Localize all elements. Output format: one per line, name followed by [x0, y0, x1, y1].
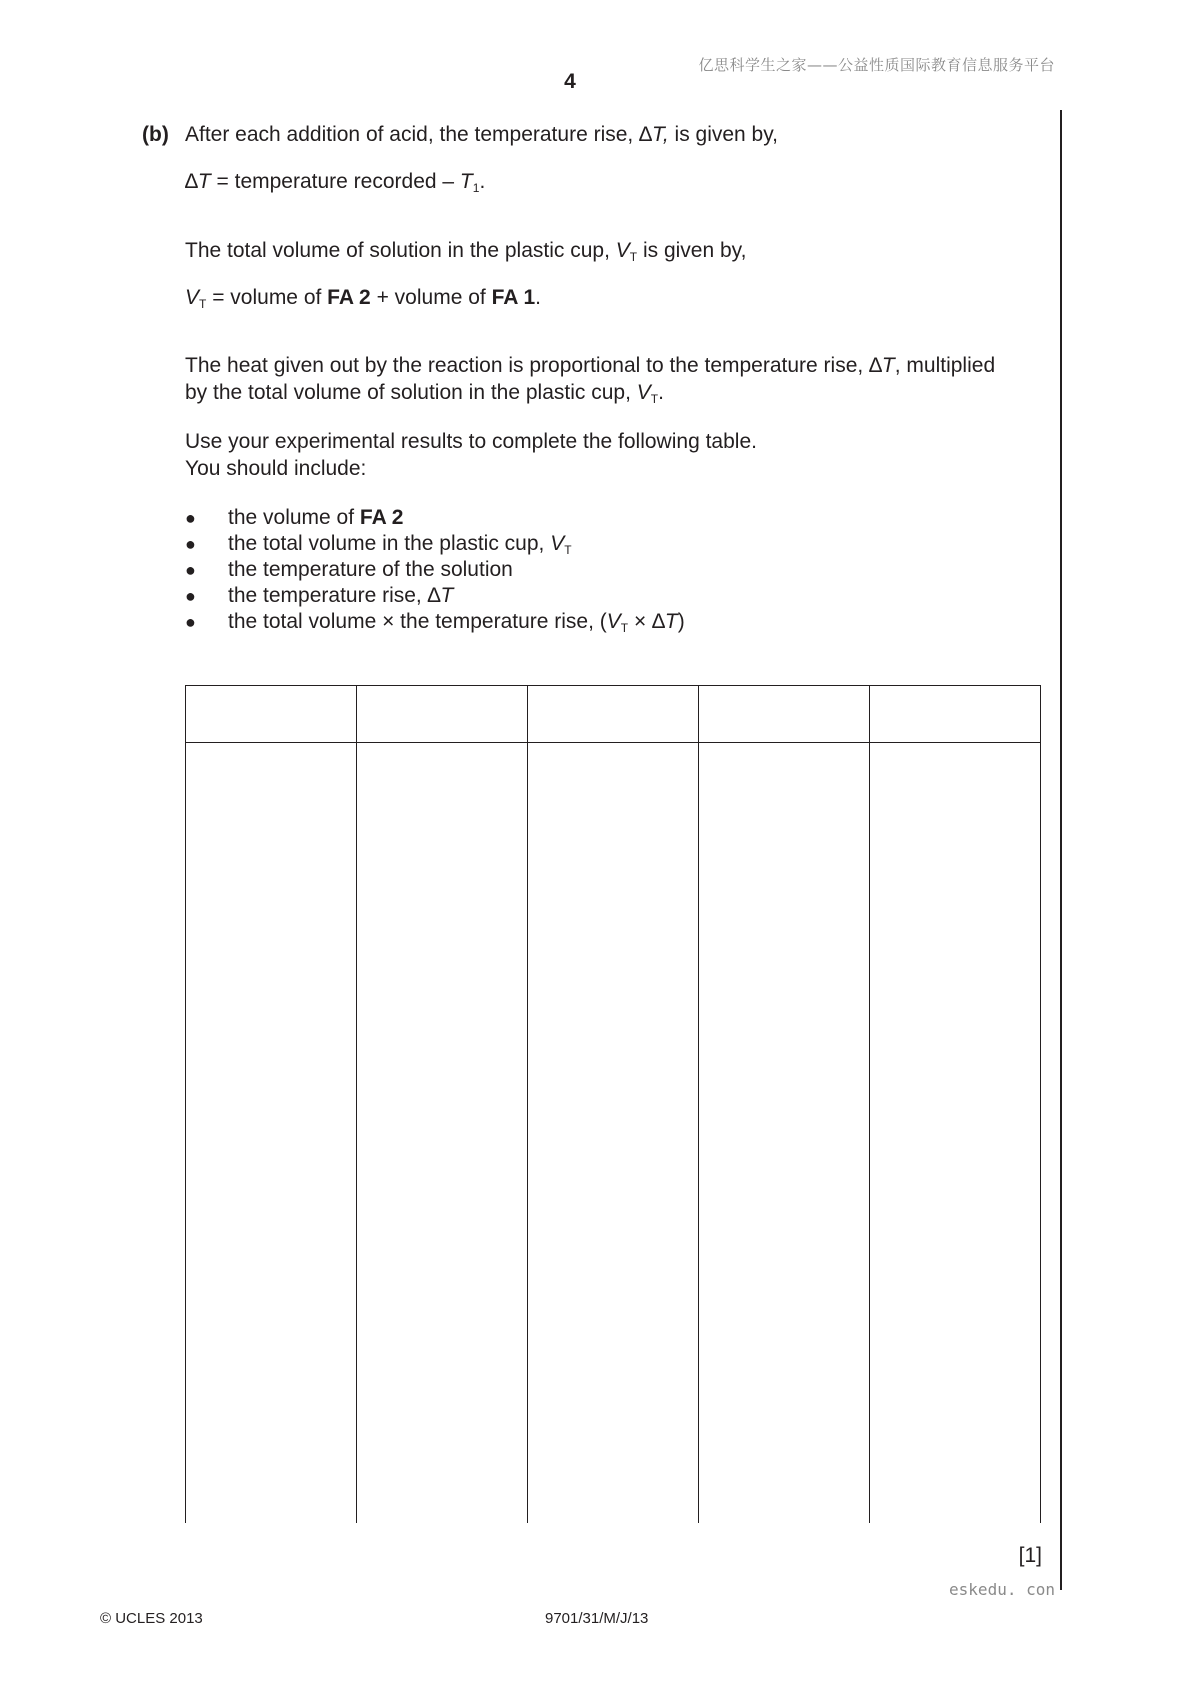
t1-symbol: T [459, 170, 473, 193]
table-header-cell[interactable] [186, 686, 357, 743]
bullet-item-product [228, 608, 685, 635]
v-symbol: V [606, 610, 621, 633]
equation-end: . [479, 170, 486, 193]
instruction-line-2: You should include: [185, 457, 367, 480]
bullet-icon: ● [185, 534, 196, 554]
fa1-label: FA 1 [491, 286, 536, 309]
table-cell[interactable] [357, 743, 528, 1524]
heat-text-end: , multiplied [894, 354, 996, 377]
v-symbol: V [550, 532, 565, 555]
equation-text: + volume of [370, 286, 492, 309]
t-symbol: T [881, 354, 895, 377]
bullet-icon: ● [185, 612, 196, 632]
bullet-icon: ● [185, 586, 196, 606]
equation-text: = temperature recorded – [210, 170, 460, 193]
bullet-item-temperature: the temperature of the solution [228, 558, 513, 581]
bullet-text: × ∆ [628, 610, 665, 633]
subscript: 1 [472, 181, 480, 195]
table-body-row [186, 743, 1041, 1524]
part-label: (b) [142, 123, 169, 146]
total-volume-line [185, 237, 746, 264]
t-symbol: T [440, 584, 454, 607]
bullet-icon: ● [185, 508, 196, 528]
results-table [185, 685, 1041, 1523]
instruction-line-1: Use your experimental results to complete the following table. [185, 430, 757, 453]
subscript: T [199, 297, 207, 311]
bullet-text: the temperature rise, [228, 584, 428, 607]
table-cell[interactable] [528, 743, 699, 1524]
subscript: T [564, 543, 572, 557]
fa2-label: FA 2 [327, 286, 371, 309]
bullet-text-end: ) [677, 610, 685, 633]
delta-symbol: ∆ [427, 584, 441, 607]
v-symbol: V [185, 286, 200, 309]
bullet-item-volume-fa2 [228, 504, 403, 531]
bullet-icon: ● [185, 560, 196, 580]
table-header-cell[interactable] [870, 686, 1041, 743]
footer-watermark: eskedu. con [949, 1580, 1055, 1599]
header-watermark: 亿思科学生之家——公益性质国际教育信息服务平台 [698, 56, 1055, 74]
delta-symbol: ∆ [185, 170, 198, 193]
v-symbol: V [615, 239, 630, 262]
v-symbol: V [636, 381, 651, 404]
heat-text: The heat given out by the reaction is proportional to the temperature rise, [185, 354, 870, 377]
intro-text: After each addition of acid, the temperature rise, [185, 123, 640, 146]
paper-code: 9701/31/M/J/13 [545, 1610, 649, 1627]
t-symbol: T, [651, 123, 669, 146]
subscript: T [629, 250, 638, 264]
delta-symbol: ∆ [869, 354, 882, 377]
table-cell[interactable] [186, 743, 357, 1524]
table-header-row [186, 686, 1041, 743]
page-number: 4 [564, 70, 576, 93]
fa2-label: FA 2 [359, 506, 404, 529]
bullet-text: the total volume in the plastic cup, [228, 532, 551, 555]
bullet-text: the total volume × the temperature rise, ( [228, 610, 607, 633]
table-header-cell[interactable] [699, 686, 870, 743]
subscript: T [650, 392, 659, 406]
margin-line [1060, 110, 1062, 1590]
equation-end: . [535, 286, 541, 309]
heat-text: by the total volume of solution in the plastic cup, [185, 381, 637, 404]
table-header-cell[interactable] [528, 686, 699, 743]
table-cell[interactable] [870, 743, 1041, 1524]
intro-line [185, 121, 778, 148]
t-symbol: T [664, 610, 678, 633]
bullet-item-temperature-rise [228, 582, 453, 609]
table-header-cell[interactable] [357, 686, 528, 743]
intro-end: is given by, [668, 123, 779, 146]
heat-end: . [658, 381, 664, 404]
equation-text: = volume of [206, 286, 328, 309]
volume-end: is given by, [637, 239, 747, 262]
bullet-text: the volume of [228, 506, 360, 529]
volume-text: The total volume of solution in the plastic cup, [185, 239, 616, 262]
heat-line-2 [185, 379, 664, 406]
heat-line-1 [185, 352, 995, 379]
marks-label: [1] [1018, 1544, 1042, 1567]
table-cell[interactable] [699, 743, 870, 1524]
equation-delta-t [185, 168, 485, 195]
copyright: © UCLES 2013 [100, 1610, 203, 1627]
equation-volume [185, 284, 541, 311]
bullet-item-total-volume [228, 530, 572, 557]
t-symbol: T [197, 170, 211, 193]
delta-symbol: ∆ [639, 123, 652, 146]
subscript: T [620, 621, 629, 635]
